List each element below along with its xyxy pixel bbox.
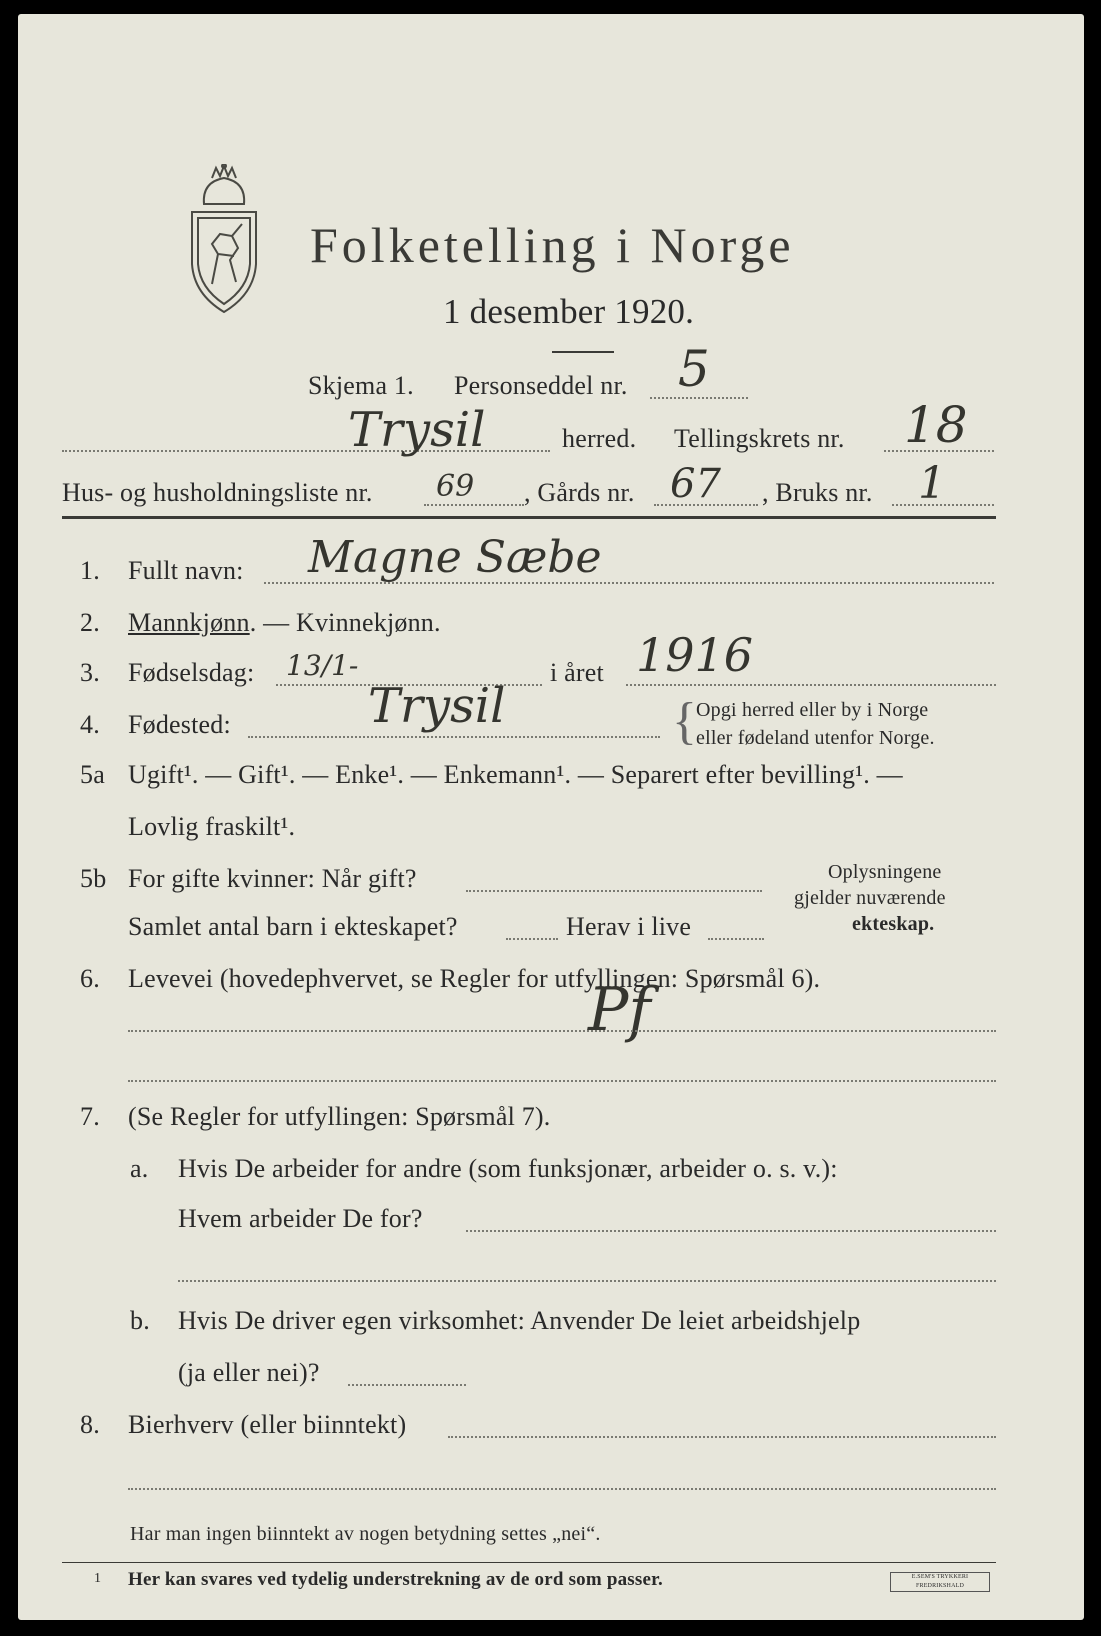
title-divider [552,351,614,353]
header-divider [62,516,996,519]
gards-label: , Gårds nr. [524,478,635,507]
printer-stamp: E.SEM'S TRYKKERI FREDRIKSHALD [890,1572,990,1592]
schema-label: Skjema 1. [308,371,414,400]
q4-number: 4. [80,710,100,739]
hus-value: 69 [436,469,475,504]
q8-number: 8. [80,1410,100,1439]
q5a-number: 5a [80,760,105,789]
hus-line [424,504,524,506]
birthplace-value: Trysil [368,678,506,734]
occupation-value: Pf [588,975,651,1045]
q3-year-line [626,684,996,686]
q1-number: 1. [80,556,100,585]
q6-line2 [128,1080,996,1082]
q7b-line2: (ja eller nei)? [178,1358,320,1387]
q7b-answer-line [348,1384,466,1386]
q7a-letter: a. [130,1154,149,1183]
q5b-children-line [506,938,558,940]
q4-line [248,736,660,738]
option-separator: . — [249,608,296,637]
q7b-letter: b. [130,1306,150,1335]
option-end: . [433,608,441,637]
q7a-line1: Hvis De arbeider for andre (som funksjonær, arbeider o. s. v.): [178,1154,838,1183]
tellingskrets-value: 18 [904,396,968,454]
q6-label: Levevei (hovedерhvervet, se Regler for utfyllingen: Spørsmål 6). [128,964,821,993]
q5b-number: 5b [80,864,107,893]
q5b-note-line1: Oplysningene [828,861,942,883]
form-title: Folketelling i Norge [310,217,795,273]
bruks-value: 1 [918,458,946,509]
q2-number: 2. [80,608,100,637]
q5b-children-label: Samlet antal barn i ekteskapet? [128,912,458,941]
census-date: 1 desember 1920. [443,292,695,331]
q7a-answer-line1 [466,1230,996,1232]
q2-options [128,610,441,636]
footer-note: Har man ingen biinntekt av nogen betydning settes „nei“. [130,1523,601,1545]
q5a-line2: Lovlig fraskilt¹. [128,812,296,841]
tellingskrets-label: Tellingskrets nr. [674,424,845,453]
q4-bracket: { [672,693,698,750]
q5b-alive-line [708,938,764,940]
q5a-line1: Ugift¹. — Gift¹. — Enke¹. — Enkemann¹. — Separert efter bevilling¹. — [128,760,903,789]
census-form [18,14,1084,1620]
q5b-married-line [466,890,762,892]
herred-label: herred. [562,424,637,453]
option-female[interactable]: Kvinnekjønn [296,608,434,637]
coat-of-arms-icon [182,164,266,316]
q6-number: 6. [80,964,100,993]
hus-label: Hus- og husholdningsliste nr. [62,478,373,507]
personseddel-value: 5 [678,340,710,398]
full-name-value: Magne Sæbe [308,532,602,583]
q4-note-line2: eller fødeland utenfor Norge. [696,727,935,749]
q5b-note-line3: ekteskap. [852,913,935,935]
q5b-note-line2: gjelder nuværende [794,887,946,909]
q1-label: Fullt navn: [128,556,244,585]
footnote-text: Her kan svares ved tydelig understrekning av de ord som passer. [128,1569,663,1590]
gards-value: 67 [670,461,721,507]
q3-number: 3. [80,658,100,687]
q8-line1 [448,1436,996,1438]
q8-line2 [128,1488,996,1490]
herred-value: Trysil [348,402,486,458]
footnote-divider [62,1562,996,1563]
q7b-line1: Hvis De driver egen virksomhet: Anvender De leiet arbeidshjelp [178,1306,861,1335]
q3-label: Fødselsdag: [128,658,255,687]
personseddel-label: Personseddel nr. [454,371,628,400]
footnote-mark: 1 [94,1571,102,1586]
q3-year-label: i året [550,658,604,687]
q7a-answer-line2 [178,1280,996,1282]
q6-line1 [128,1030,996,1032]
q4-note-line1: Opgi herred eller by i Norge [696,699,929,721]
birth-year-value: 1916 [636,628,754,682]
bruks-label: , Bruks nr. [762,478,873,507]
q7-label: (Se Regler for utfyllingen: Spørsmål 7). [128,1102,551,1131]
q5b-alive-label: Herav i live [566,912,692,941]
birthday-value: 13/1- [286,649,359,682]
q8-label: Bierhverv (eller biinntekt) [128,1410,407,1439]
q7a-line2: Hvem arbeider De for? [178,1204,423,1233]
option-male[interactable]: Mannkjønn [128,608,250,637]
q7-number: 7. [80,1102,100,1131]
q4-label: Fødested: [128,710,231,739]
q5b-line1: For gifte kvinner: Når gift? [128,864,417,893]
